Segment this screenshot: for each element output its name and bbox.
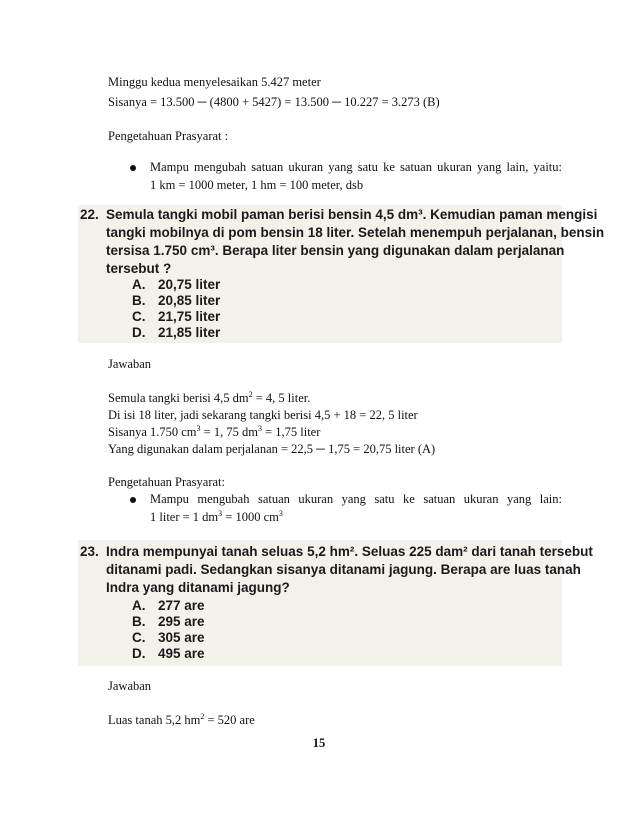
answer-option: A. 20,75 liter [132,277,221,292]
question-line: Semula tangki mobil paman berisi bensin 4,5 dm³. Kemudian paman mengisi [106,207,598,222]
answer-option: D. 495 are [132,646,205,661]
bullet-text: Mampu mengubah satuan ukuran yang satu ke satuan ukuran yang lain, yaitu: [150,160,562,174]
text-line: Luas tanah 5,2 $hm^2 = 520$ are [108,712,255,727]
section-title: Pengetahuan Prasyarat: [108,475,225,489]
answer-option: B. 20,85 liter [132,293,221,308]
bullet-text: Mampu mengubah satuan ukuran yang satu ke satuan ukuran yang lain: [150,492,562,506]
text-line: Di isi 18 liter, jadi sekarang tangki berisi 4,5 + 18 = 22, 5 liter [108,408,418,422]
question-line: tangki mobilnya di pom bensin 18 liter. Setelah menempuh perjalanan, bensin [106,225,605,240]
section-title: Pengetahuan Prasyarat : [108,129,229,143]
question-line: tersebut ? [106,261,172,276]
answer-option: A. 277 are [132,598,205,613]
answer-option: D. 21,85 liter [132,325,221,340]
text-line: Sisanya = 13.500 ─ (4800 + 5427) = 13.500 ─ 10.227 = 3.273 (B) [108,95,440,109]
question-number: 22. [80,207,99,222]
answer-heading: Jawaban [108,679,152,693]
text-line: Sisanya 1.750 $cm^3 = 1$, 75 $dm^3 = 1,75$ liter [108,424,321,439]
question-22-scan [78,205,605,343]
bullet-item [130,490,562,526]
question-line: Indra mempunyai tanah seluas 5,2 hm². Seluas 225 dam² dari tanah tersebut [106,544,593,559]
bullet-icon [130,497,136,503]
answer-option: B. 295 are [132,614,205,629]
bullet-item [130,158,562,194]
text-line: Semula tangki berisi 4,5 $dm^2 = 4$, 5 liter. [108,390,311,405]
answer-option: C. 305 are [132,630,205,645]
question-line: tersisa 1.750 cm³. Berapa liter bensin yang digunakan dalam perjalanan [106,243,565,258]
question-line: ditanami padi. Sedangkan sisanya ditanami jagung. Berapa are luas tanah [106,562,581,577]
bullet-text: 1 liter = 1 $dm^3 = 1000$ $cm^3$ [150,509,283,524]
text-line: Yang digunakan dalam perjalanan = 22,5 ─ 1,75 = 20,75 liter (A) [108,442,436,456]
page-number: 15 [312,736,326,750]
bullet-icon [130,165,136,171]
answer-option: C. 21,75 liter [132,309,221,324]
text-line: Minggu kedua menyelesaikan 5.427 meter [108,75,321,89]
bullet-text: 1 km = 1000 meter, 1 hm = 100 meter, dsb [150,178,364,192]
answer-heading: Jawaban [108,357,152,371]
question-line: Indra yang ditanami jagung? [106,580,290,595]
question-number: 23. [80,544,99,559]
question-23-scan [78,540,593,666]
